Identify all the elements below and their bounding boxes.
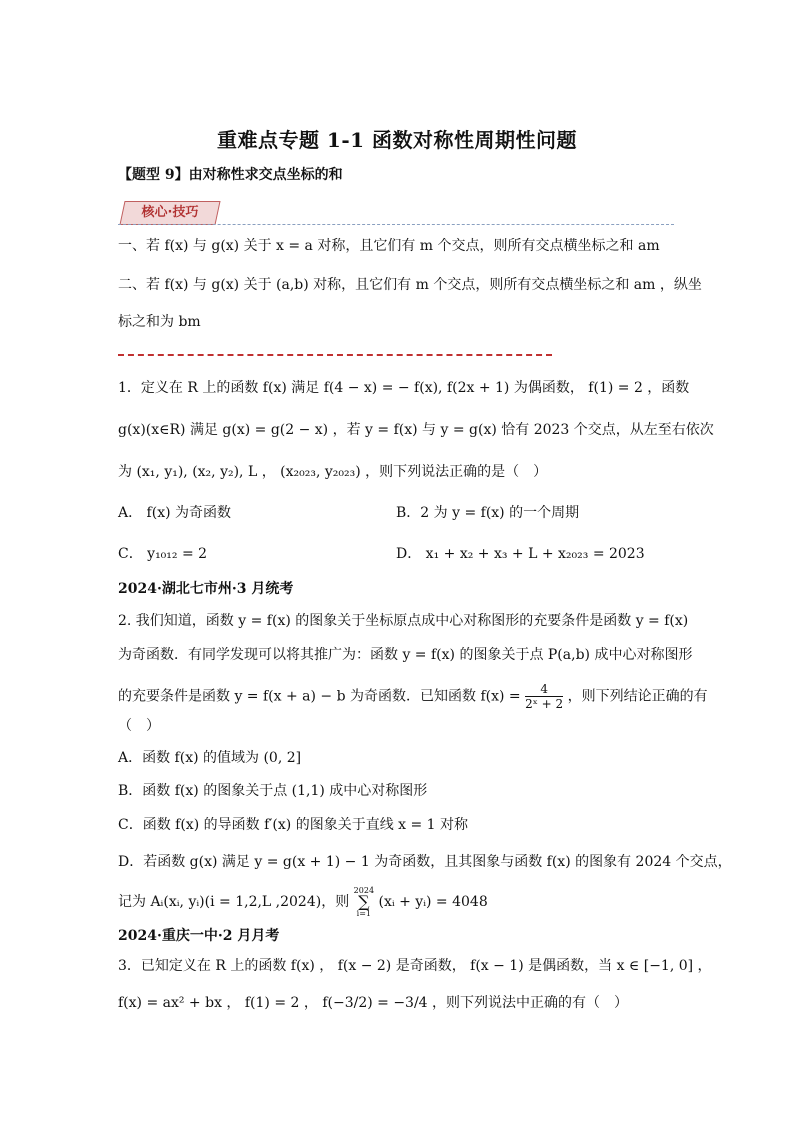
summation-lower: i=1	[356, 909, 372, 918]
q1-option-c: C． y₁₀₁₂ = 2	[118, 546, 208, 562]
q2-line-4: （ ）	[118, 718, 160, 734]
q2-line-1: 2. 我们知道，函数 y = f(x) 的图象关于坐标原点成中心对称图形的充要条件是函数 y = f(x)	[118, 613, 689, 629]
section-heading: 【题型 9】由对称性求交点坐标的和	[118, 167, 343, 183]
q2-line-2: 为奇函数．有同学发现可以将其推广为：函数 y = f(x) 的图象关于点 P(a,b) 成中心对称图形	[118, 647, 693, 663]
tip-1: 一、若 f(x) 与 g(x) 关于 x = a 对称，且它们有 m 个交点，则所有交点横坐标之和 am	[118, 238, 660, 254]
q2-option-c: C．函数 f(x) 的导函数 f′(x) 的图象关于直线 x = 1 对称	[118, 817, 469, 833]
q2-fraction-numerator: 4	[525, 682, 563, 697]
q3-line-1: 3．已知定义在 R 上的函数 f(x) ， f(x − 2) 是奇函数， f(x − 1) 是偶函数，当 x ∈ [−1, 0] ，	[118, 958, 712, 974]
summation-symbol	[354, 886, 374, 918]
q2-option-d-line-2	[118, 886, 488, 918]
q3-source: 2024·重庆一中·2 月月考	[118, 928, 280, 944]
q1-option-b: B．2 为 y = f(x) 的一个周期	[396, 505, 580, 521]
q1-line-1: 1．定义在 R 上的函数 f(x) 满足 f(4 − x) = − f(x), f(2x + 1) 为偶函数， f(1) = 2 ，函数	[118, 380, 690, 396]
tips-tag	[122, 201, 218, 225]
q2-option-d-line-1: D．若函数 g(x) 满足 y = g(x + 1) − 1 为奇函数，且其图象与函数 f(x) 的图象有 2024 个交点，	[118, 854, 732, 870]
q2-option-d-line-2-end: (xᵢ + yᵢ) = 4048	[378, 894, 488, 910]
q2-line-3-start: 的充要条件是函数 y = f(x + a) − b 为奇函数．已知函数 f(x) =	[118, 688, 521, 705]
page-title: 重难点专题 1-1 函数对称性周期性问题	[216, 128, 578, 152]
q1-line-2: g(x)(x∈R) 满足 g(x) = g(2 − x) ，若 y = f(x) 与 y = g(x) 恰有 2023 个交点，从左至右依次	[118, 422, 714, 438]
q1-option-a: A． f(x) 为奇函数	[118, 505, 232, 521]
tips-divider	[118, 224, 674, 225]
q2-source: 2024·湖北七市州·3 月统考	[118, 581, 294, 597]
section-divider	[118, 354, 552, 356]
q2-line-3-end: ，则下列结论正确的有	[567, 688, 708, 705]
q2-fraction	[525, 682, 563, 711]
summation-upper: 2024	[353, 886, 375, 895]
q2-fraction-denominator: 2ˣ + 2	[525, 697, 564, 711]
tip-2-line-1: 二、若 f(x) 与 g(x) 关于 (a,b) 对称，且它们有 m 个交点，则所有交点横坐标之和 am ，纵坐	[118, 277, 702, 293]
q2-line-3	[118, 682, 708, 711]
q2-option-b: B．函数 f(x) 的图象关于点 (1,1) 成中心对称图形	[118, 783, 428, 799]
q1-line-3: 为 (x₁, y₁), (x₂, y₂), L ， (x₂₀₂₃, y₂₀₂₃) ，则下列说法正确的是（ ）	[118, 464, 548, 480]
q2-option-a: A．函数 f(x) 的值域为 (0, 2]	[118, 750, 302, 766]
q1-option-d: D． x₁ + x₂ + x₃ + L + x₂₀₂₃ = 2023	[396, 546, 645, 562]
tip-2-line-2: 标之和为 bm	[118, 314, 201, 330]
tips-tag-label: 核心·技巧	[141, 205, 199, 220]
q3-line-2: f(x) = ax² + bx ， f(1) = 2 ， f(−3/2) = −3/4 ，则下列说法中正确的有（ ）	[118, 995, 629, 1011]
q2-option-d-line-2-start: 记为 Aᵢ(xᵢ, yᵢ)(i = 1,2,L ,2024)，则	[118, 894, 350, 910]
summation-sign: ∑	[358, 892, 370, 911]
